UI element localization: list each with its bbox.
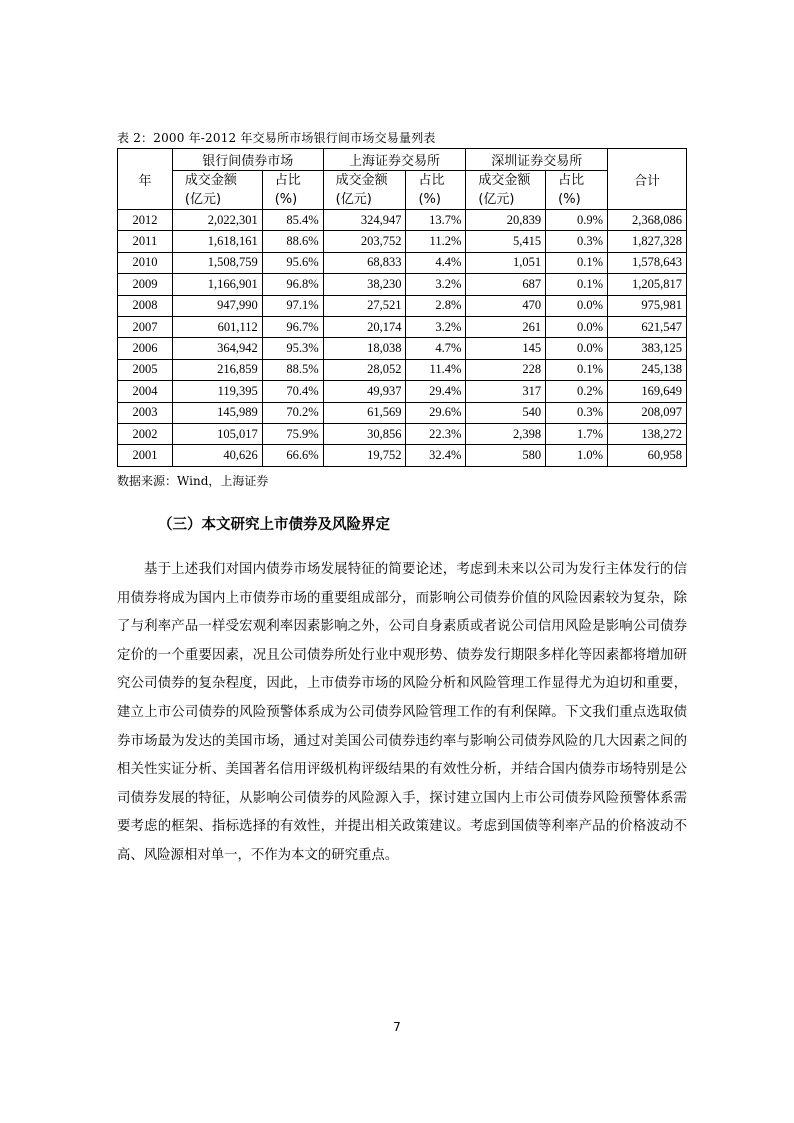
header-shenzhen: 深圳证券交易所 [466, 149, 608, 171]
value-cell: 261 [466, 316, 546, 337]
header-interbank: 银行间债券市场 [172, 149, 323, 171]
value-cell: 245,138 [608, 359, 687, 380]
header-amount [172, 171, 262, 210]
table-header [118, 149, 687, 210]
value-cell: 145 [466, 338, 546, 359]
value-cell: 40,626 [172, 445, 262, 466]
value-cell: 317 [466, 381, 546, 402]
value-cell: 1,166,901 [172, 274, 262, 295]
table-row [118, 316, 687, 337]
value-cell: 364,942 [172, 338, 262, 359]
value-cell: 70.4% [262, 381, 323, 402]
table-row [118, 274, 687, 295]
value-cell: 2.8% [406, 295, 466, 316]
table-row [118, 423, 687, 444]
header-ratio-line1: 占比 [274, 173, 301, 188]
value-cell: 383,125 [608, 338, 687, 359]
trading-volume-table [117, 148, 687, 467]
header-ratio-line1: 占比 [558, 173, 585, 188]
value-cell: 11.4% [406, 359, 466, 380]
value-cell: 470 [466, 295, 546, 316]
year-cell: 2008 [118, 295, 173, 316]
value-cell: 88.6% [262, 231, 323, 252]
value-cell: 70.2% [262, 402, 323, 423]
value-cell: 1,051 [466, 252, 546, 273]
header-ratio-line2: (%) [418, 192, 441, 207]
table-row [118, 402, 687, 423]
header-total: 合计 [608, 149, 687, 210]
value-cell: 18,038 [323, 338, 406, 359]
year-cell: 2011 [118, 231, 173, 252]
header-shanghai: 上海证券交易所 [323, 149, 466, 171]
value-cell: 0.1% [546, 274, 608, 295]
value-cell: 975,981 [608, 295, 687, 316]
value-cell: 85.4% [262, 210, 323, 231]
value-cell: 22.3% [406, 423, 466, 444]
value-cell: 2,368,086 [608, 210, 687, 231]
table-caption: 表 2：2000 年-2012 年交易所市场银行间市场交易量列表 [117, 131, 436, 145]
value-cell: 20,174 [323, 316, 406, 337]
value-cell: 1,618,161 [172, 231, 262, 252]
value-cell: 0.0% [546, 295, 608, 316]
value-cell: 1,827,328 [608, 231, 687, 252]
value-cell: 1.7% [546, 423, 608, 444]
value-cell: 95.6% [262, 252, 323, 273]
year-cell: 2006 [118, 338, 173, 359]
value-cell: 145,989 [172, 402, 262, 423]
header-amount-line1: 成交金额 [184, 173, 237, 188]
value-cell: 0.3% [546, 402, 608, 423]
section-heading: （三）本文研究上市债券及风险界定 [158, 517, 390, 533]
year-cell: 2009 [118, 274, 173, 295]
value-cell: 228 [466, 359, 546, 380]
value-cell: 0.9% [546, 210, 608, 231]
header-amount-line2: (亿元) [478, 192, 515, 207]
value-cell: 60,958 [608, 445, 687, 466]
value-cell: 68,833 [323, 252, 406, 273]
year-cell: 2010 [118, 252, 173, 273]
value-cell: 4.7% [406, 338, 466, 359]
value-cell: 119,395 [172, 381, 262, 402]
header-year: 年 [118, 149, 173, 210]
value-cell: 208,097 [608, 402, 687, 423]
value-cell: 0.3% [546, 231, 608, 252]
table-body [118, 210, 687, 467]
header-amount-line2: (亿元) [184, 192, 222, 207]
table-row [118, 338, 687, 359]
year-cell: 2004 [118, 381, 173, 402]
body-paragraph: 基于上述我们对国内债券市场发展特征的简要论述，考虑到未来以公司为发行主体发行的信用债券将成为国内上市债券市场的重要组成部分，而影响公司债券价值的风险因素较为复杂，除了与利率产品一样受宏观利率因素影响之外，公司自身素质或者说公司信用风险是影响公司债券定价的一个重要因素，况且公司债券所处行业中观形势、债券发行期限多样化等因素都将增加研究公司债券的复杂程度，因此，上市债券市场的风险分析和风险管理工作显得尤为迫切和重要，建立上市公司债券的风险预警体系成为公司债券风险管理工作的有利保障。下文我们重点选取债券市场最为发达的美国市场，通过对美国公司债券违约率与影响公司债券风险的几大因素之间的相关性实证分析、美国著名信用评级机构评级结果的有效性分析，并结合国内债券市场特别是公司债券发展的特征，从影响公司债券的风险源入手，探讨建立国内上市公司债券风险预警体系需要考虑的框架、指标选择的有效性，并提出相关政策建议。考虑到国债等利率产品的价格波动不高、风险源相对单一，不作为本文的研究重点。 [117, 562, 687, 863]
value-cell: 13.7% [406, 210, 466, 231]
value-cell: 0.0% [546, 338, 608, 359]
value-cell: 49,937 [323, 381, 406, 402]
value-cell: 0.1% [546, 252, 608, 273]
header-ratio-line2: (%) [558, 192, 581, 207]
header-ratio [406, 171, 466, 210]
value-cell: 2,022,301 [172, 210, 262, 231]
value-cell: 29.4% [406, 381, 466, 402]
year-cell: 2005 [118, 359, 173, 380]
value-cell: 169,649 [608, 381, 687, 402]
year-cell: 2003 [118, 402, 173, 423]
value-cell: 0.1% [546, 359, 608, 380]
table-row [118, 210, 687, 231]
header-amount-line1: 成交金额 [478, 173, 531, 188]
data-source-note: 数据来源：Wind，上海证券 [117, 474, 269, 488]
value-cell: 324,947 [323, 210, 406, 231]
value-cell: 96.7% [262, 316, 323, 337]
value-cell: 75.9% [262, 423, 323, 444]
table-row [118, 381, 687, 402]
value-cell: 0.2% [546, 381, 608, 402]
header-amount [466, 171, 546, 210]
value-cell: 138,272 [608, 423, 687, 444]
value-cell: 28,052 [323, 359, 406, 380]
value-cell: 105,017 [172, 423, 262, 444]
value-cell: 580 [466, 445, 546, 466]
value-cell: 66.6% [262, 445, 323, 466]
header-ratio [262, 171, 323, 210]
page-number: 7 [393, 1020, 401, 1034]
value-cell: 95.3% [262, 338, 323, 359]
value-cell: 61,569 [323, 402, 406, 423]
value-cell: 97.1% [262, 295, 323, 316]
value-cell: 38,230 [323, 274, 406, 295]
header-ratio-line1: 占比 [418, 173, 445, 188]
value-cell: 11.2% [406, 231, 466, 252]
value-cell: 88.5% [262, 359, 323, 380]
header-amount-line2: (亿元) [335, 192, 372, 207]
year-cell: 2001 [118, 445, 173, 466]
value-cell: 20,839 [466, 210, 546, 231]
value-cell: 687 [466, 274, 546, 295]
value-cell: 27,521 [323, 295, 406, 316]
table-row [118, 445, 687, 466]
value-cell: 29.6% [406, 402, 466, 423]
table-row [118, 359, 687, 380]
header-amount-line1: 成交金额 [335, 173, 388, 188]
value-cell: 5,415 [466, 231, 546, 252]
value-cell: 32.4% [406, 445, 466, 466]
value-cell: 19,752 [323, 445, 406, 466]
value-cell: 96.8% [262, 274, 323, 295]
value-cell: 1.0% [546, 445, 608, 466]
year-cell: 2002 [118, 423, 173, 444]
value-cell: 947,990 [172, 295, 262, 316]
header-amount [323, 171, 406, 210]
value-cell: 601,112 [172, 316, 262, 337]
value-cell: 216,859 [172, 359, 262, 380]
header-ratio [546, 171, 608, 210]
value-cell: 1,508,759 [172, 252, 262, 273]
value-cell: 621,547 [608, 316, 687, 337]
value-cell: 30,856 [323, 423, 406, 444]
value-cell: 1,205,817 [608, 274, 687, 295]
value-cell: 540 [466, 402, 546, 423]
value-cell: 1,578,643 [608, 252, 687, 273]
header-ratio-line2: (%) [274, 192, 298, 207]
table-row [118, 252, 687, 273]
table-row [118, 231, 687, 252]
year-cell: 2012 [118, 210, 173, 231]
value-cell: 3.2% [406, 316, 466, 337]
value-cell: 3.2% [406, 274, 466, 295]
value-cell: 0.0% [546, 316, 608, 337]
value-cell: 203,752 [323, 231, 406, 252]
table-row [118, 295, 687, 316]
value-cell: 4.4% [406, 252, 466, 273]
year-cell: 2007 [118, 316, 173, 337]
value-cell: 2,398 [466, 423, 546, 444]
